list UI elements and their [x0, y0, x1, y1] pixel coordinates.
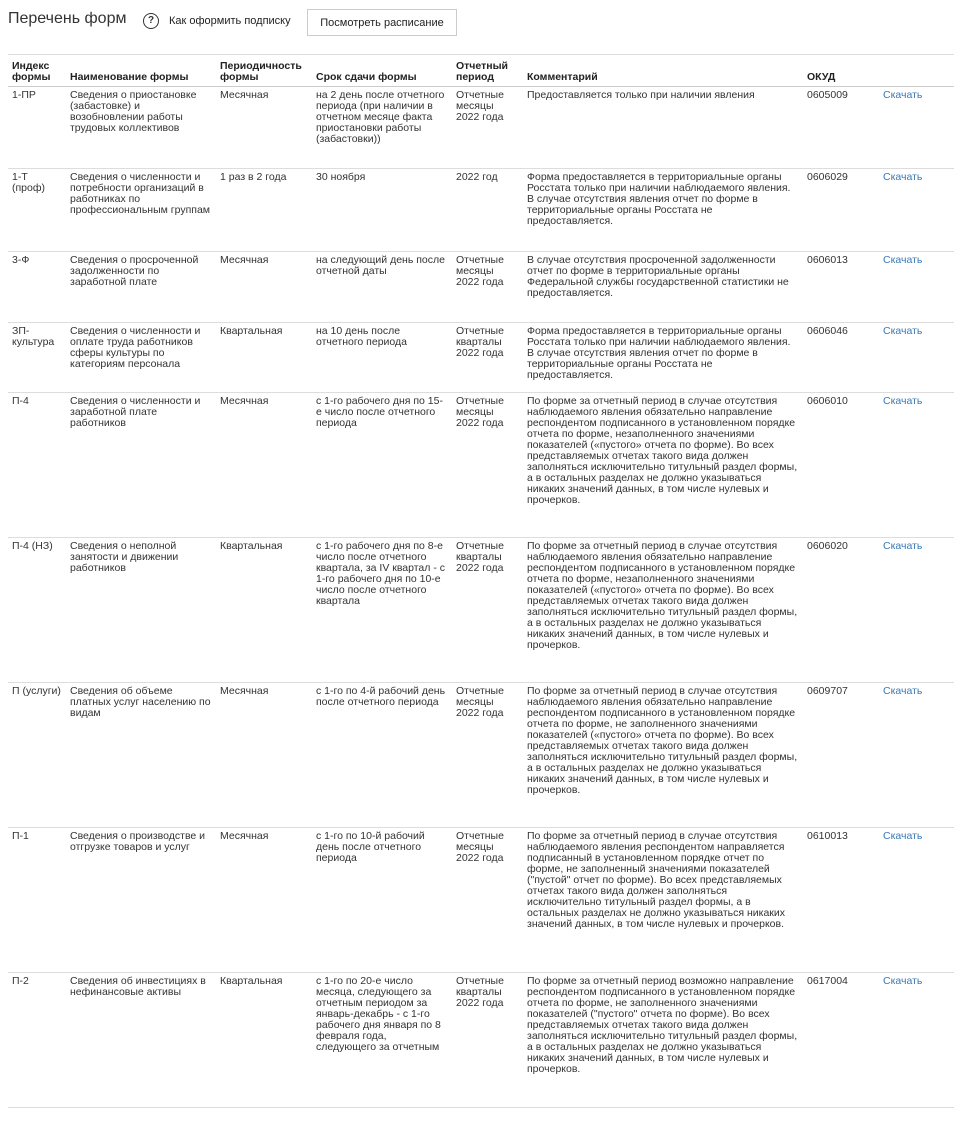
cell-report: Отчетные месяцы 2022 года: [452, 87, 523, 169]
cell-okud: 0606020: [803, 538, 879, 683]
cell-deadline: на 2 день после отчетного периода (при наличии в отчетном месяце факта приостановки работы (забастовки)): [312, 87, 452, 169]
download-link[interactable]: Скачать: [883, 975, 923, 987]
cell-okud: 0617004: [803, 973, 879, 1108]
cell-download: [879, 538, 954, 683]
cell-report: Отчетные кварталы 2022 года: [452, 323, 523, 393]
cell-comment: По форме за отчетный период в случае отсутствия наблюдаемого явления респондентом направляется подписанный в установленном порядке отчет по форме, не заполненный значениями показателей ("пустой" отчет по форме). Во всех представляемых отчетах такого вида должен заполняться исключительно титульный раздел формы, а в остальных разделах не должно указываться никаких значений данных, в том числе нулевых и прочерков.: [523, 828, 803, 973]
cell-comment: В случае отсутствия просроченной задолженности отчет по форме в территориальные органы Федеральной службы государственной статистики не предоставляется.: [523, 252, 803, 323]
table-row: [8, 538, 954, 683]
forms-table-container: [8, 54, 954, 1108]
cell-name: Сведения об объеме платных услуг населению по видам: [66, 683, 216, 828]
download-link[interactable]: Скачать: [883, 89, 923, 101]
header-report: Отчетный период: [452, 55, 523, 87]
cell-deadline: с 1-го рабочего дня по 8-е число после отчетного квартала, за IV квартал - с 1-го рабочего дня по 10-е число после отчетного квартала: [312, 538, 452, 683]
cell-name: Сведения об инвестициях в нефинансовые активы: [66, 973, 216, 1108]
download-link[interactable]: Скачать: [883, 685, 923, 697]
cell-download: [879, 169, 954, 252]
cell-index: П-1: [8, 828, 66, 973]
cell-okud: 0610013: [803, 828, 879, 973]
view-schedule-button[interactable]: Посмотреть расписание: [307, 9, 457, 36]
cell-index: 1-ПР: [8, 87, 66, 169]
cell-deadline: с 1-го по 10-й рабочий день после отчетного периода: [312, 828, 452, 973]
cell-name: Сведения о численности и заработной плате работников: [66, 393, 216, 538]
download-link[interactable]: Скачать: [883, 830, 923, 842]
cell-period: Квартальная: [216, 323, 312, 393]
cell-comment: По форме за отчетный период в случае отсутствия наблюдаемого явления обязательно направление респондентом подписанного в установленном порядке отчета по форме, незаполненного значениями показателей («пустого» отчета по форме). Во всех представляемых отчетах такого вида должен заполняться исключительно титульный раздел формы, а в остальных разделах не должно указываться никаких значений данных, в том числе нулевых и прочерков.: [523, 538, 803, 683]
subscribe-link[interactable]: Как оформить подписку: [169, 15, 291, 27]
cell-download: [879, 323, 954, 393]
cell-period: Месячная: [216, 252, 312, 323]
table-row: [8, 683, 954, 828]
table-row: [8, 973, 954, 1108]
cell-deadline: с 1-го по 20-е число месяца, следующего за отчетным периодом за январь-декабрь - с 1-го рабочего дня января по 8 февраля года, следующего за отчетным: [312, 973, 452, 1108]
table-row: [8, 828, 954, 973]
cell-report: Отчетные кварталы 2022 года: [452, 973, 523, 1108]
download-link[interactable]: Скачать: [883, 325, 923, 337]
cell-period: Квартальная: [216, 973, 312, 1108]
cell-index: 3-Ф: [8, 252, 66, 323]
cell-name: Сведения о производстве и отгрузке товаров и услуг: [66, 828, 216, 973]
cell-name: Сведения о численности и оплате труда работников сферы культуры по категориям персонала: [66, 323, 216, 393]
cell-download: [879, 87, 954, 169]
cell-okud: 0605009: [803, 87, 879, 169]
download-link[interactable]: Скачать: [883, 171, 923, 183]
cell-deadline: на следующий день после отчетной даты: [312, 252, 452, 323]
cell-deadline: 30 ноября: [312, 169, 452, 252]
cell-report: Отчетные месяцы 2022 года: [452, 393, 523, 538]
header-okud: ОКУД: [803, 55, 879, 87]
cell-comment: Предоставляется только при наличии явления: [523, 87, 803, 169]
cell-download: [879, 973, 954, 1108]
cell-deadline: на 10 день после отчетного периода: [312, 323, 452, 393]
cell-period: Месячная: [216, 828, 312, 973]
cell-period: Квартальная: [216, 538, 312, 683]
download-link[interactable]: Скачать: [883, 540, 923, 552]
cell-index: ЗП-культура: [8, 323, 66, 393]
question-circle-icon[interactable]: ?: [143, 13, 159, 29]
cell-download: [879, 683, 954, 828]
cell-download: [879, 252, 954, 323]
cell-comment: По форме за отчетный период возможно направление респондентом подписанного в установленном порядке отчета по форме, не заполненного значениями показателей ("пустого" отчета по форме). Во всех представляемых отчетах такого вида должен заполняться исключительно титульный раздел формы, а в остальных разделах не должно указываться никаких значений данных, в том числе нулевых и прочерков.: [523, 973, 803, 1108]
cell-name: Сведения о неполной занятости и движении работников: [66, 538, 216, 683]
cell-report: Отчетные кварталы 2022 года: [452, 538, 523, 683]
cell-comment: По форме за отчетный период в случае отсутствия наблюдаемого явления обязательно направление респондентом подписанного в установленном порядке отчета по форме, не заполненного значениями показателей («пустого» отчета по форме). Во всех представляемых отчетах такого вида должен заполняться исключительно титульный раздел формы, а в остальных разделах не должно указываться никаких значений данных, в том числе нулевых и прочерков.: [523, 683, 803, 828]
cell-report: Отчетные месяцы 2022 года: [452, 252, 523, 323]
table-row: [8, 87, 954, 169]
cell-index: П-4: [8, 393, 66, 538]
cell-okud: 0609707: [803, 683, 879, 828]
cell-index: П (услуги): [8, 683, 66, 828]
download-link[interactable]: Скачать: [883, 395, 923, 407]
cell-comment: По форме за отчетный период в случае отсутствия наблюдаемого явления обязательно направление респондентом подписанного в установленном порядке отчета по форме, незаполненного значениями показателей («пустого» отчета по форме). Во всех представляемых отчетах такого вида должен заполняться исключительно титульный раздел формы, а в остальных разделах не должно указываться никаких значений данных, в том числе нулевых и прочерков.: [523, 393, 803, 538]
cell-deadline: с 1-го рабочего дня по 15-е число после отчетного периода: [312, 393, 452, 538]
header-period: Периодичность формы: [216, 55, 312, 87]
cell-name: Сведения о численности и потребности организаций в работниках по профессиональным группам: [66, 169, 216, 252]
cell-download: [879, 393, 954, 538]
page-title: Перечень форм: [8, 10, 127, 27]
header-comment: Комментарий: [523, 55, 803, 87]
cell-index: 1-Т (проф): [8, 169, 66, 252]
header-name: Наименование формы: [66, 55, 216, 87]
cell-report: 2022 год: [452, 169, 523, 252]
table-row: [8, 252, 954, 323]
cell-comment: Форма предоставляется в территориальные органы Росстата только при наличии наблюдаемого явления. В случае отсутствия явления отчет по форме в территориальные органы Росстата не предоставляется.: [523, 169, 803, 252]
cell-period: 1 раз в 2 года: [216, 169, 312, 252]
cell-okud: 0606013: [803, 252, 879, 323]
cell-period: Месячная: [216, 393, 312, 538]
table-row: [8, 323, 954, 393]
header-deadline: Срок сдачи формы: [312, 55, 452, 87]
cell-okud: 0606029: [803, 169, 879, 252]
cell-okud: 0606046: [803, 323, 879, 393]
header-index: Индекс формы: [8, 55, 66, 87]
download-link[interactable]: Скачать: [883, 254, 923, 266]
table-row: [8, 169, 954, 252]
cell-report: Отчетные месяцы 2022 года: [452, 683, 523, 828]
header-download: [879, 55, 954, 87]
page-header: [0, 0, 961, 46]
cell-name: Сведения о просроченной задолженности по заработной плате: [66, 252, 216, 323]
cell-download: [879, 828, 954, 973]
cell-report: Отчетные месяцы 2022 года: [452, 828, 523, 973]
cell-deadline: с 1-го по 4-й рабочий день после отчетного периода: [312, 683, 452, 828]
table-row: [8, 393, 954, 538]
cell-comment: Форма предоставляется в территориальные органы Росстата только при наличии наблюдаемого явления. В случае отсутствия явления отчет по форме в территориальные органы Росстата не предоставляется.: [523, 323, 803, 393]
table-header-row: [8, 55, 954, 87]
cell-period: Месячная: [216, 683, 312, 828]
cell-name: Сведения о приостановке (забастовке) и возобновлении работы трудовых коллективов: [66, 87, 216, 169]
cell-period: Месячная: [216, 87, 312, 169]
cell-index: П-4 (НЗ): [8, 538, 66, 683]
forms-table: [8, 55, 954, 1108]
cell-index: П-2: [8, 973, 66, 1108]
cell-okud: 0606010: [803, 393, 879, 538]
